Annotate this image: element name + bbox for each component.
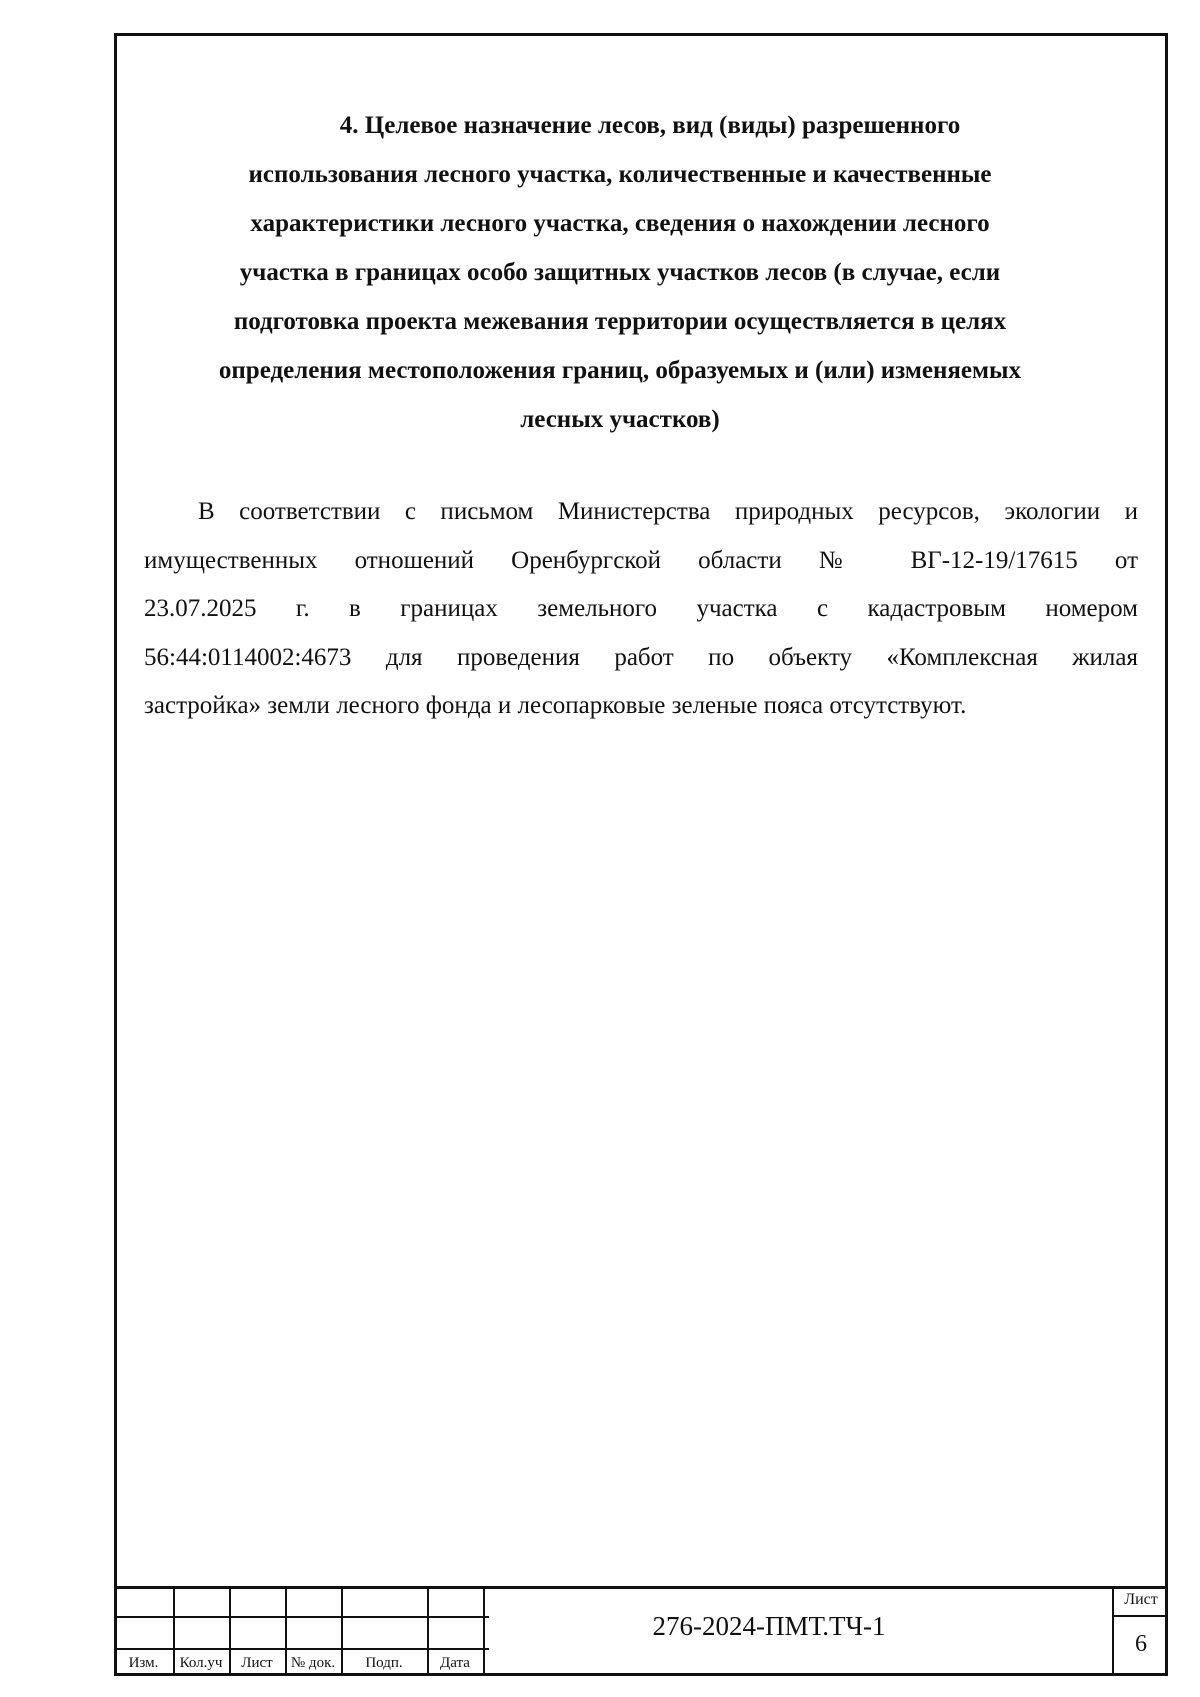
grid-line bbox=[114, 1648, 489, 1650]
stamp-col-kol-uch: Кол.уч bbox=[179, 1655, 223, 1671]
title-block-top-border bbox=[114, 1586, 1168, 1589]
title-block bbox=[114, 1586, 1168, 1676]
heading-line: 4. Целевое назначение лесов, вид (виды) разрешенного bbox=[339, 112, 961, 139]
body-line: В соответствии с письмом Министерства природных ресурсов, экологии и bbox=[198, 498, 1138, 525]
stamp-col-podp: Подп. bbox=[365, 1655, 403, 1671]
heading-line: лесных участков) bbox=[520, 406, 720, 433]
body-line: 56:44:0114002:4673 для проведения работ по объекту «Комплексная жилая bbox=[144, 643, 1138, 671]
heading-line: характеристики лесного участка, сведения о нахождении лесного bbox=[250, 210, 990, 237]
body-line: 23.07.2025 г. в границах земельного участка с кадастровым номером bbox=[144, 595, 1138, 622]
sheet-label: Лист bbox=[1124, 1591, 1158, 1608]
grid-line bbox=[1112, 1615, 1168, 1617]
stamp-col-data: Дата bbox=[440, 1655, 470, 1671]
stamp-col-doc-num: № док. bbox=[290, 1655, 336, 1671]
heading-line: участка в границах особо защитных участков лесов (в случае, если bbox=[239, 259, 1001, 286]
body-paragraph bbox=[144, 488, 1138, 731]
heading-line: подготовка проекта межевания территории осуществляется в целях bbox=[233, 308, 1007, 335]
heading-line: использования лесного участка, количественные и качественные bbox=[248, 161, 992, 188]
section-heading bbox=[145, 101, 1095, 444]
document-code: 276-2024-ПМТ.ТЧ-1 bbox=[652, 1611, 886, 1641]
grid-line bbox=[114, 1616, 489, 1618]
body-line: застройка» земли лесного фонда и лесопарковые зеленые пояса отсутствуют. bbox=[144, 692, 967, 719]
sheet-number: 6 bbox=[1135, 1631, 1147, 1657]
stamp-col-list: Лист bbox=[241, 1655, 273, 1671]
body-line: имущественных отношений Оренбургской области № ВГ-12-19/17615 от bbox=[144, 546, 1138, 574]
grid-line bbox=[483, 1586, 485, 1676]
stamp-col-izm: Изм. bbox=[128, 1655, 159, 1671]
heading-line: определения местоположения границ, образуемых и (или) изменяемых bbox=[218, 357, 1022, 384]
